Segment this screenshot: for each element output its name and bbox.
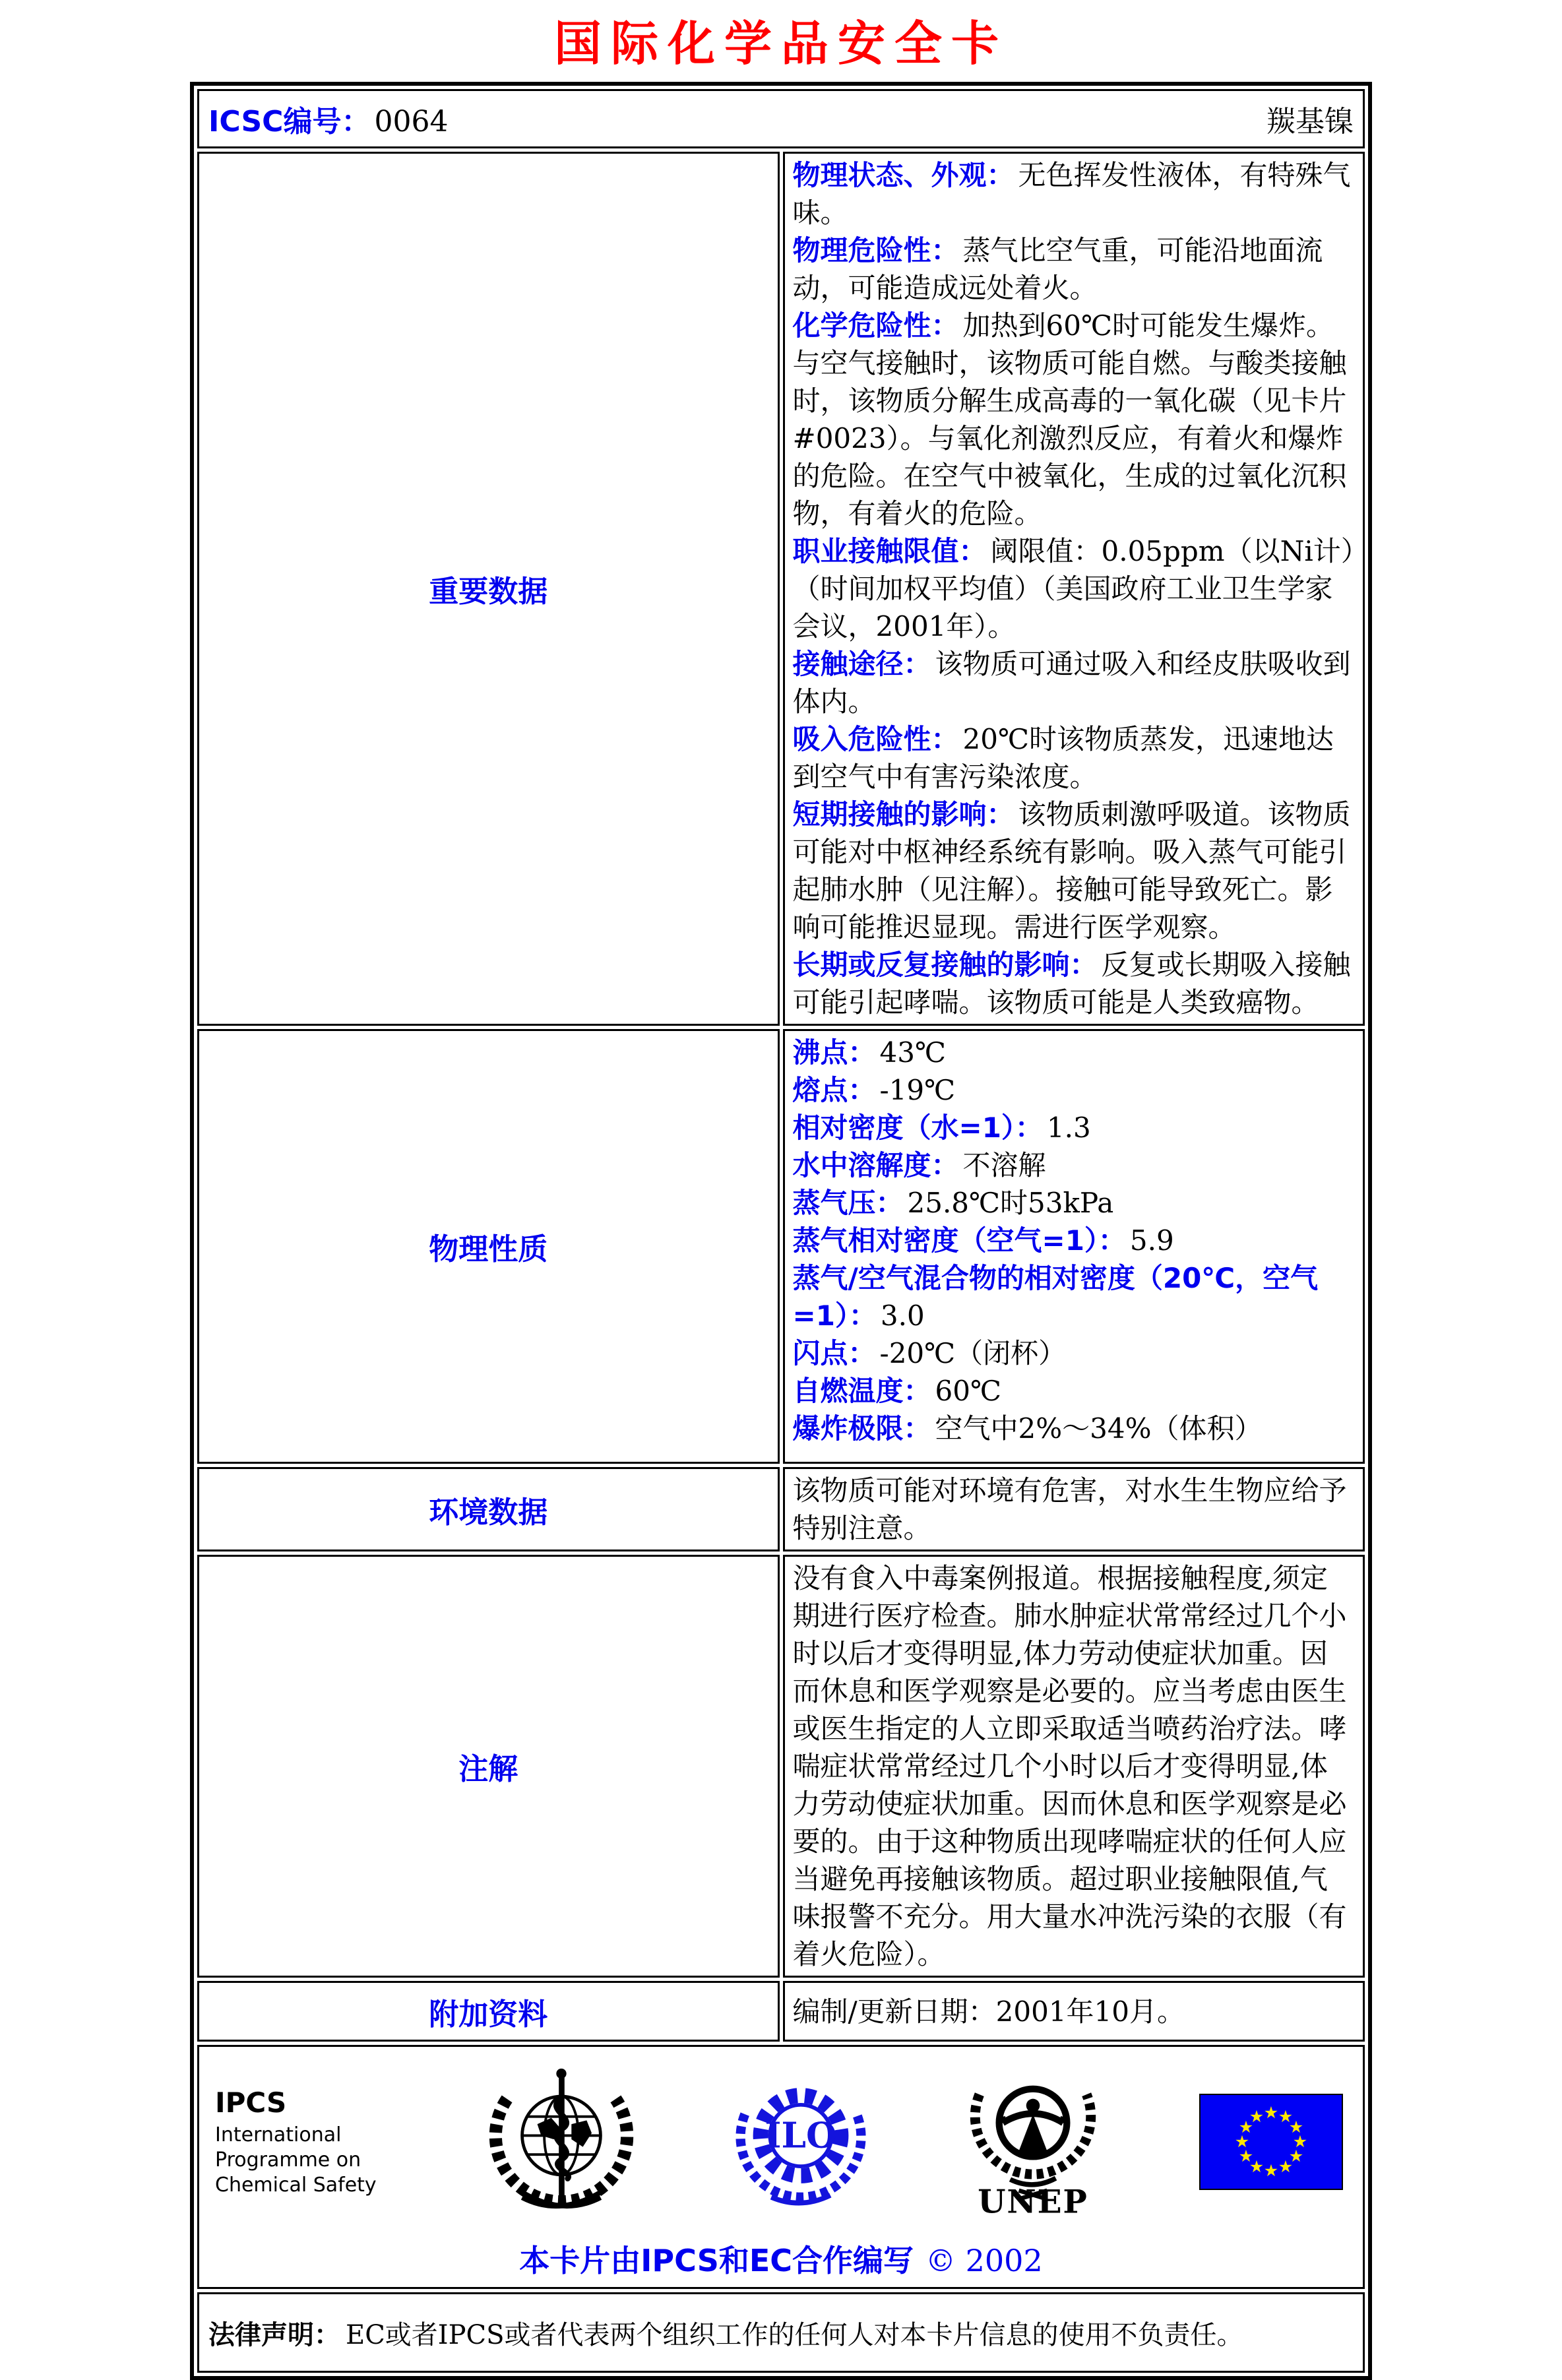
svg-text:★: ★ (1278, 2107, 1294, 2126)
item-vapour-air-mixture-density: 蒸气/空气混合物的相对密度（20℃，空气=1）： 3.0 (792, 1262, 1319, 1332)
legal-label: 法律声明： (208, 2319, 340, 2350)
svg-text:★: ★ (1288, 2146, 1304, 2166)
section-row-notes (197, 1555, 1365, 1978)
item-chemical-danger: 化学危险性： 加热到60℃时可能发生爆炸。与空气接触时，该物质可能自燃。与酸类接触时，该物质分解生成高毒的一氧化碳（见卡片#0023）。与氧化剂激烈反应，有着火和爆炸的危险。在空气中被氧化，生成的过氧化沉积物，有着火的危险。 (792, 309, 1347, 530)
svg-text:★: ★ (1238, 2117, 1254, 2137)
notes-text: 没有食入中毒案例报道。根据接触程度,须定期进行医疗检查。肺水肿症状常常经过几个小时以后才变得明显,体力劳动使症状加重。因而休息和医学观察是必要的。应当考虑由医生或医生指定的人立即采取适当喷药治疗法。哮喘症状常常经过几个小时以后才变得明显,体力劳动使症状加重。因而休息和医学观察是必要的。由于这种物质出现哮喘症状的任何人应当避免再接触该物质。超过职业接触限值,气味报警不充分。用大量水冲洗污染的衣服（有着火危险）。 (792, 1562, 1347, 1970)
svg-text:★: ★ (1263, 2161, 1279, 2180)
item-physical-state: 物理状态、外观： 无色挥发性液体，有特殊气味。 (792, 159, 1351, 229)
svg-text:★: ★ (1263, 2103, 1279, 2122)
item-relative-density: 相对密度（水=1）： 1.3 (792, 1112, 1091, 1144)
additional-info-text: 编制/更新日期：2001年10月。 (792, 1995, 1185, 2028)
legal-row (197, 2292, 1365, 2373)
header-row (197, 89, 1365, 148)
item-water-solubility: 水中溶解度： 不溶解 (792, 1149, 1046, 1181)
item-occupational-exposure-limits: 职业接触限值： 阈限值：0.05ppm（以Ni计）（时间加权平均值）（美国政府工业卫生学家会议，2001年）。 (792, 535, 1355, 642)
icsc-number-value: 0064 (374, 105, 449, 139)
svg-text:★: ★ (1292, 2132, 1308, 2151)
section-label-important-data: 重要数据 (197, 152, 780, 1026)
item-explosive-limits: 爆炸极限： 空气中2%～34%（体积） (792, 1412, 1263, 1445)
who-logo-icon (483, 2066, 640, 2218)
unep-logo-icon (962, 2059, 1104, 2225)
svg-text:★: ★ (1288, 2117, 1304, 2137)
icsc-number-group (208, 98, 448, 140)
ipcs-line-3: Chemical Safety (215, 2173, 377, 2197)
footer-copyright: © 2002 (925, 2243, 1043, 2278)
item-autoignition-temperature: 自燃温度： 60℃ (792, 1375, 1001, 1407)
svg-text:★: ★ (1238, 2146, 1254, 2166)
svg-text:★: ★ (1249, 2157, 1265, 2176)
header-cell (197, 89, 1365, 148)
section-content-additional-info (783, 1981, 1365, 2042)
section-row-additional-info (197, 1981, 1365, 2042)
chemical-name: 羰基镍 (1266, 105, 1354, 139)
item-physical-danger: 物理危险性： 蒸气比空气重，可能沿地面流动，可能造成远处着火。 (792, 234, 1323, 304)
svg-text:★: ★ (1278, 2157, 1294, 2176)
item-vapour-relative-density: 蒸气相对密度（空气=1）： 5.9 (792, 1224, 1174, 1257)
section-label-additional-info: 附加资料 (197, 1981, 780, 2042)
ipcs-line-1: International (215, 2123, 342, 2146)
svg-text:★: ★ (1234, 2132, 1250, 2151)
section-row-environmental-data (197, 1467, 1365, 1551)
item-exposure-routes: 接触途径： 该物质可通过吸入和经皮肤吸收到体内。 (792, 648, 1351, 718)
footer-caption (206, 2237, 1356, 2280)
footer-caption-text: 本卡片由IPCS和EC合作编写 (519, 2243, 914, 2278)
item-melting-point: 熔点： -19℃ (792, 1074, 956, 1106)
footer-cell (197, 2045, 1365, 2289)
section-label-notes: 注解 (197, 1555, 780, 1978)
section-content-environmental-data (783, 1467, 1365, 1551)
footer-row (197, 2045, 1365, 2289)
legal-text: EC或者IPCS或者代表两个组织工作的任何人对本卡片信息的使用不负责任。 (346, 2319, 1243, 2350)
section-content-important-data (783, 152, 1365, 1026)
ipcs-line-2: Programme on (215, 2148, 361, 2172)
ipcs-text-block (215, 2086, 388, 2198)
section-label-physical-properties: 物理性质 (197, 1029, 780, 1464)
eu-flag-icon (1199, 2094, 1343, 2190)
item-long-term-effects: 长期或反复接触的影响： 反复或长期吸入接触可能引起哮喘。该物质可能是人类致癌物。 (792, 949, 1351, 1018)
section-content-notes (783, 1555, 1365, 1978)
section-label-environmental-data: 环境数据 (197, 1467, 780, 1551)
item-boiling-point: 沸点： 43℃ (792, 1036, 946, 1069)
ipcs-title: IPCS (215, 2086, 287, 2119)
ilo-label: ILO (765, 2114, 837, 2156)
page-title: 国际化学品安全卡 (553, 15, 1008, 71)
icsc-number-label: ICSC编号： (208, 105, 371, 139)
svg-text:★: ★ (1249, 2107, 1265, 2126)
section-row-important-data (197, 152, 1365, 1026)
icsc-card-table (190, 82, 1372, 2380)
logos-row (206, 2056, 1356, 2225)
environmental-data-text: 该物质可能对环境有危害，对水生生物应给予特别注意。 (792, 1474, 1347, 1544)
item-flash-point: 闪点： -20℃（闭杯） (792, 1337, 1067, 1369)
item-inhalation-risk: 吸入危险性： 20℃时该物质蒸发，迅速地达到空气中有害污染浓度。 (792, 723, 1334, 793)
item-vapour-pressure: 蒸气压： 25.8℃时53kPa (792, 1187, 1114, 1219)
section-row-physical-properties (197, 1029, 1365, 1464)
section-content-physical-properties (783, 1029, 1365, 1464)
legal-cell (197, 2292, 1365, 2373)
item-short-term-effects: 短期接触的影响： 该物质刺激呼吸道。该物质可能对中枢神经系统有影响。吸入蒸气可能引起肺水肿（见注解）。接触可能导致死亡。影响可能推迟显现。需进行医学观察。 (792, 798, 1351, 943)
unep-label: UNEP (978, 2183, 1088, 2221)
ilo-logo-icon (735, 2072, 867, 2212)
